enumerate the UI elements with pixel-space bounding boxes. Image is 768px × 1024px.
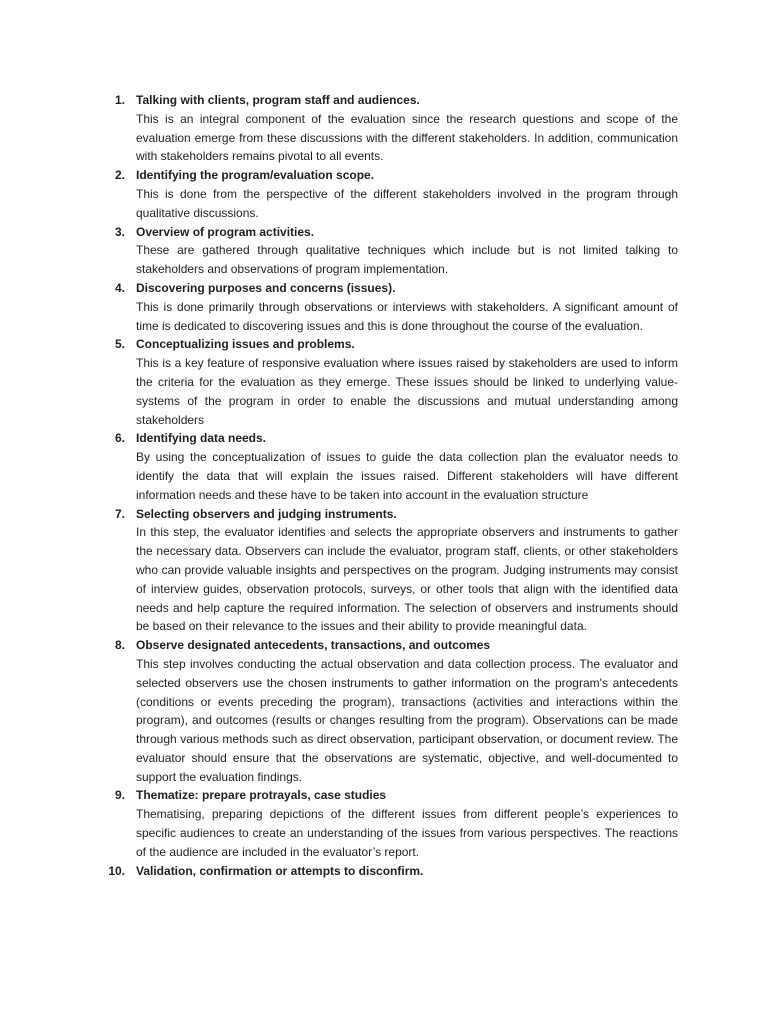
item-heading: Identifying data needs. bbox=[136, 431, 267, 446]
list-item bbox=[100, 862, 678, 881]
item-number: 4. bbox=[114, 280, 125, 295]
item-heading: Talking with clients, program staff and audiences. bbox=[136, 93, 420, 107]
item-heading: Conceptualizing issues and problems. bbox=[136, 337, 355, 352]
item-heading: Discovering purposes and concerns (issues). bbox=[136, 280, 396, 295]
numbered-list bbox=[100, 91, 678, 880]
list-item bbox=[100, 279, 678, 335]
item-heading: Observe designated antecedents, transactions, and outcomes bbox=[136, 638, 491, 653]
list-item bbox=[100, 166, 678, 222]
item-heading: Validation, confirmation or attempts to disconfirm. bbox=[136, 863, 424, 878]
item-body: This is done from the perspective of the different stakeholders involved in the program through qualitative discussions. bbox=[136, 186, 678, 220]
item-body: This is done primarily through observations or interviews with stakeholders. A significant amount of time is dedicated to discovering issues and this is done throughout the course of the evaluation. bbox=[136, 299, 678, 333]
list-item bbox=[100, 636, 678, 786]
list-item bbox=[100, 505, 678, 637]
item-body: These are gathered through qualitative techniques which include but is not limited talking to stakeholders and observations of program implementation. bbox=[136, 243, 678, 277]
item-number: 9. bbox=[114, 788, 125, 803]
item-number: 3. bbox=[114, 224, 125, 239]
list-item bbox=[100, 429, 678, 504]
item-number: 6. bbox=[114, 431, 125, 446]
item-heading: Overview of program activities. bbox=[136, 224, 315, 239]
item-body: This is an integral component of the evaluation since the research questions and scope of the evaluation emerge from these discussions with the different stakeholders. In addition, communication with stakeholders remains pivotal to all events. bbox=[136, 111, 678, 164]
item-number: 8. bbox=[114, 638, 125, 653]
item-number: 7. bbox=[114, 506, 125, 521]
item-body: By using the conceptualization of issues to guide the data collection plan the evaluator needs to identify the data that will explain the issues raised. Different stakeholders will have different information needs and these have to be taken into account in the evaluation structure bbox=[136, 450, 678, 502]
item-body: This step involves conducting the actual observation and data collection process. The evaluator and selected observers use the chosen instruments to gather information on the program's antecedents (conditions or events preceding the program), transactions (activities and interactions within the program), and outcomes (results or changes resulting from the program). Observations can be made through various methods such as direct observation, participant observation, or document review. The evaluator should ensure that the observations are systematic, objective, and well-documented to support the evaluation findings. bbox=[136, 656, 678, 784]
item-heading: Thematize: prepare protrayals, case studies bbox=[136, 788, 387, 803]
item-body: Thematising, preparing depictions of the different issues from different people’s experiences to specific audiences to create an understanding of the issues from various perspectives. The reactions of the audience are included in the evaluator’s report. bbox=[136, 807, 678, 859]
item-number: 1. bbox=[114, 93, 125, 107]
item-body: This is a key feature of responsive evaluation where issues raised by stakeholders are used to inform the criteria for the evaluation as they emerge. These issues should be linked to underlying value-systems of the program in order to enable the discussions and mutual understanding among stakeholders bbox=[136, 356, 678, 427]
list-item bbox=[100, 335, 678, 429]
list-item bbox=[100, 786, 678, 861]
item-body: In this step, the evaluator identifies and selects the appropriate observers and instruments to gather the necessary data. Observers can include the evaluator, program staff, clients, or other stakeholders who can provide valuable insights and perspectives on the program. Judging instruments may consist of interview guides, observation protocols, surveys, or other tools that align with the identified data needs and help capture the required information. The selection of observers and instruments should be based on their relevance to the issues and their ability to provide meaningful data. bbox=[136, 525, 678, 634]
list-item bbox=[100, 91, 678, 166]
item-number: 10. bbox=[108, 863, 125, 878]
list-item bbox=[100, 223, 678, 279]
item-heading: Selecting observers and judging instruments. bbox=[136, 506, 397, 521]
item-heading: Identifying the program/evaluation scope. bbox=[136, 168, 375, 183]
item-number: 2. bbox=[114, 168, 125, 183]
item-number: 5. bbox=[114, 337, 125, 352]
